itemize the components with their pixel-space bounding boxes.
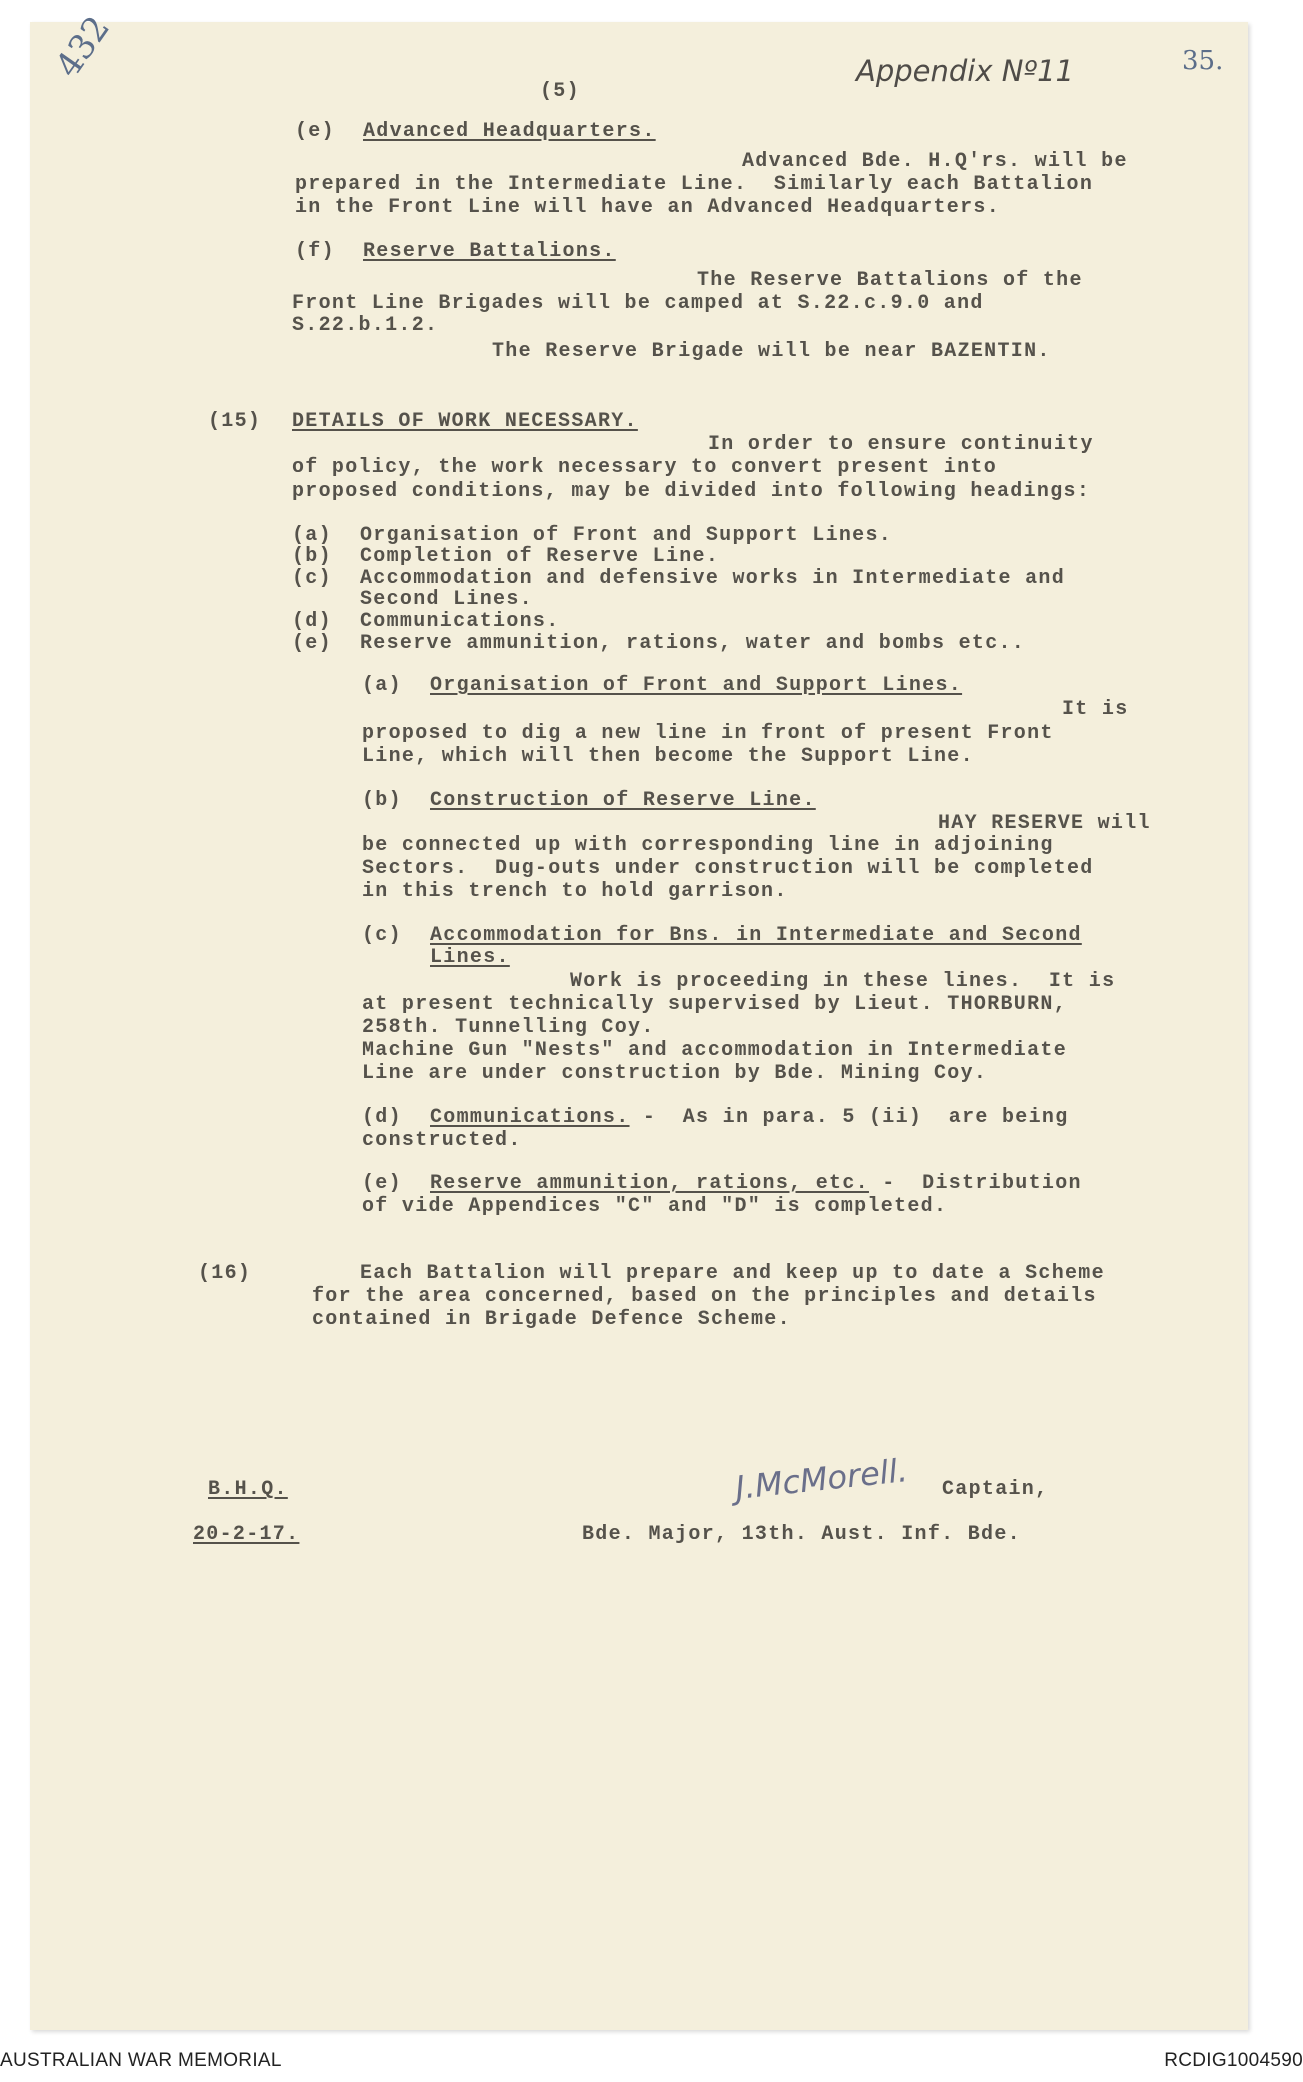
section-f-line: The Reserve Battalions of the: [697, 269, 1083, 292]
list-label: (c): [292, 567, 332, 590]
section-f-heading: Reserve Battalions.: [363, 240, 616, 263]
sub-b-line: be connected up with corresponding line in adjoining: [362, 834, 1054, 857]
document-date: 20-2-17.: [193, 1523, 300, 1546]
document-page: [30, 8, 1248, 2030]
page-number: (5): [540, 80, 580, 103]
para-15-intro: In order to ensure continuity: [708, 433, 1094, 456]
handwritten-signature: J.McMorell.: [733, 1451, 910, 1507]
sub-d-rest: - As in para. 5 (ii) are being: [629, 1106, 1069, 1129]
para-16-line: Each Battalion will prepare and keep up to date a Scheme: [360, 1262, 1105, 1285]
para-15-intro: of policy, the work necessary to convert present into: [292, 456, 998, 479]
section-f-line: Front Line Brigades will be camped at S.22.c.9.0 and: [292, 292, 984, 315]
sub-e-heading: Reserve ammunition, rations, etc.: [430, 1172, 869, 1195]
sub-c-line: Machine Gun "Nests" and accommodation in Intermediate: [362, 1039, 1068, 1062]
section-f-label: (f): [295, 240, 335, 263]
list-item: Communications.: [360, 610, 560, 633]
para-16-number: (16): [198, 1262, 252, 1285]
sub-d-label: (d): [362, 1106, 402, 1129]
section-e-label: (e): [295, 120, 335, 143]
footer-left-credit: AUSTRALIAN WAR MEMORIAL: [0, 2050, 282, 2071]
sub-c-line: Work is proceeding in these lines. It is: [570, 970, 1116, 993]
sub-a-label: (a): [362, 674, 402, 697]
sub-b-heading: Construction of Reserve Line.: [430, 789, 816, 812]
para-16-line: for the area concerned, based on the principles and details: [312, 1285, 1097, 1308]
sub-a-line: proposed to dig a new line in front of present Front: [362, 722, 1054, 745]
sub-c-heading: Lines.: [430, 946, 510, 969]
list-label: (d): [292, 610, 332, 633]
section-f-line: S.22.b.1.2.: [292, 314, 439, 337]
sub-c-heading: Accommodation for Bns. in Intermediate and Second: [430, 924, 1082, 947]
sub-b-line: Sectors. Dug-outs under construction will be completed: [362, 857, 1094, 880]
para-15-heading: DETAILS OF WORK NECESSARY.: [292, 410, 638, 433]
sub-e-line: [430, 1172, 1082, 1195]
sub-c-line: 258th. Tunnelling Coy.: [362, 1016, 655, 1039]
para-15-intro: proposed conditions, may be divided into following headings:: [292, 480, 1091, 503]
sub-a-heading: Organisation of Front and Support Lines.: [430, 674, 963, 697]
sub-d-line: [430, 1106, 1069, 1129]
sub-b-line: in this trench to hold garrison.: [362, 880, 788, 903]
sub-d-heading: Communications.: [430, 1106, 630, 1129]
appendix-note: Appendix Nº11: [856, 54, 1074, 88]
para-16-line: contained in Brigade Defence Scheme.: [312, 1308, 791, 1331]
signatory-rank: Captain,: [942, 1478, 1049, 1501]
section-f-line: The Reserve Brigade will be near BAZENTIN.: [492, 340, 1051, 363]
list-label: (e): [292, 632, 332, 655]
section-e-line: in the Front Line will have an Advanced Headquarters.: [295, 196, 1001, 219]
section-e-line: prepared in the Intermediate Line. Similarly each Battalion: [295, 173, 1094, 196]
sub-a-line: Line, which will then become the Support Line.: [362, 745, 974, 768]
list-item: Completion of Reserve Line.: [360, 545, 720, 568]
list-label: (a): [292, 524, 332, 547]
place-bhq: B.H.Q.: [208, 1478, 288, 1501]
list-item: Reserve ammunition, rations, water and bombs etc..: [360, 632, 1026, 655]
section-e-line: Advanced Bde. H.Q'rs. will be: [742, 150, 1128, 173]
signatory-title: Bde. Major, 13th. Aust. Inf. Bde.: [582, 1523, 1021, 1546]
list-label: (b): [292, 545, 332, 568]
corner-folio-number: 432: [48, 8, 118, 85]
sub-e-label: (e): [362, 1172, 402, 1195]
list-item: Second Lines.: [360, 588, 533, 611]
list-item: Organisation of Front and Support Lines.: [360, 524, 893, 547]
folio-number: 35.: [1182, 46, 1224, 76]
sub-b-line: HAY RESERVE will: [938, 812, 1151, 835]
sub-c-line: Line are under construction by Bde. Mining Coy.: [362, 1062, 988, 1085]
sub-b-label: (b): [362, 789, 402, 812]
section-e-heading: Advanced Headquarters.: [363, 120, 656, 143]
sub-e-rest: - Distribution: [868, 1172, 1082, 1195]
list-item: Accommodation and defensive works in Intermediate and: [360, 567, 1066, 590]
para-15-number: (15): [208, 410, 262, 433]
sub-e-line: of vide Appendices "C" and "D" is completed.: [362, 1195, 948, 1218]
sub-d-line: constructed.: [362, 1129, 522, 1152]
sub-a-line: It is: [1062, 698, 1129, 721]
footer-right-id: RCDIG1004590: [1164, 2050, 1303, 2071]
sub-c-line: at present technically supervised by Lieut. THORBURN,: [362, 993, 1068, 1016]
sub-c-label: (c): [362, 924, 402, 947]
